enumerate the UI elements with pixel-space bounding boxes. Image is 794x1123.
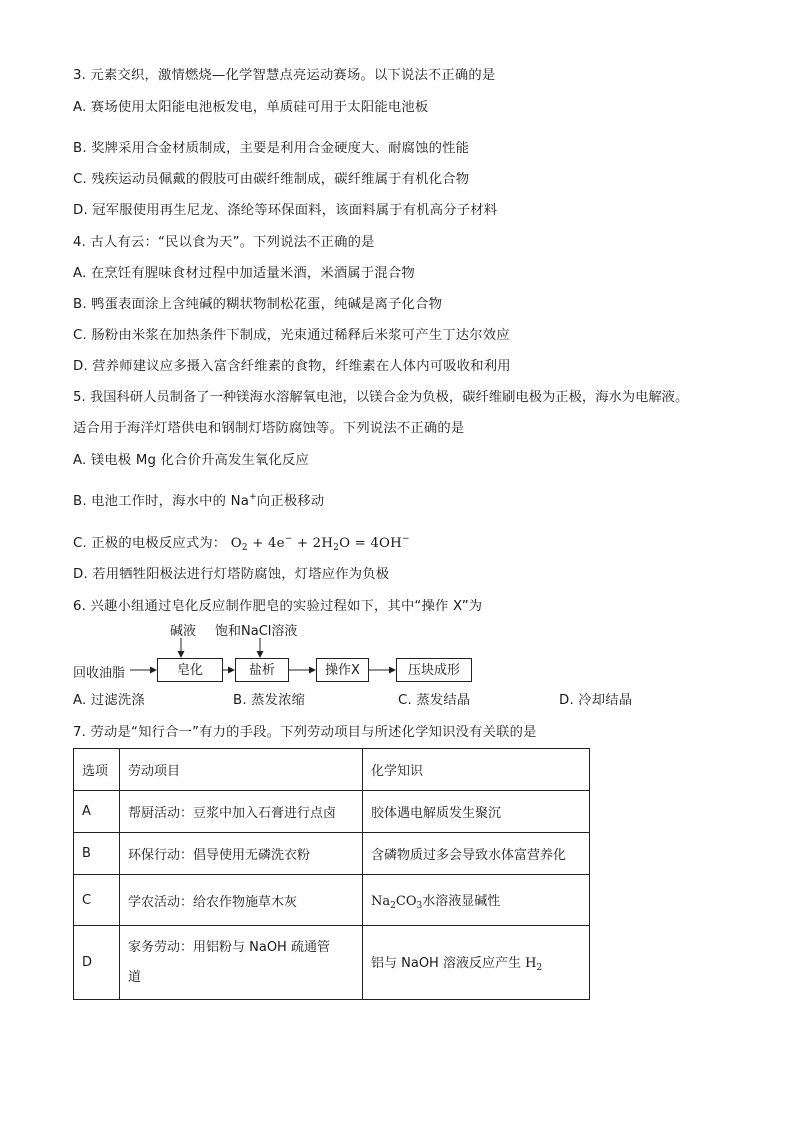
header-chemistry: 化学知识: [363, 749, 590, 791]
flow-box-pressing: 压块成形: [396, 658, 472, 682]
flow-box-operation-x: 操作X: [316, 658, 369, 682]
q3-option-d: D. 冠军服使用再生尼龙、涤纶等环保面料，该面料属于有机高分子材料: [73, 203, 498, 218]
header-labor: 劳动项目: [120, 749, 363, 791]
flow-box-saponification: 皂化: [157, 658, 223, 682]
formula-part: Na: [371, 893, 391, 909]
q6-option-b: B. 蒸发浓缩: [233, 693, 306, 708]
row-chemistry: [363, 875, 590, 926]
q4-option-b: B. 鸭蛋表面涂上含纯碱的糊状物制松花蛋，纯碱是离子化合物: [73, 297, 443, 312]
row-chemistry: [363, 926, 590, 1000]
formula-sub: 3: [416, 900, 423, 911]
q5-option-d: D. 若用牺牲阳极法进行灯塔防腐蚀，灯塔应作为负极: [73, 567, 390, 582]
q5-option-b-charge: +: [249, 492, 257, 502]
formula-text: 铝与 NaOH 溶液反应产生: [371, 956, 526, 971]
q7-table: [73, 748, 590, 1000]
q7-stem: 7. 劳动是“知行合一”有力的手段。下列劳动项目与所述化学知识没有关联的是: [73, 725, 537, 740]
formula-na2co3: [371, 894, 422, 909]
flow-input-nacl: 饱和NaCl溶液: [215, 624, 298, 639]
row-labor-line2: 道: [128, 969, 142, 985]
row-option: B: [74, 833, 120, 875]
q5-stem-line1: 5. 我国科研人员制备了一种镁海水溶解氧电池，以镁合金为负极，碳纤维刷电极为正极，海水为电解液。: [73, 390, 689, 405]
q4-option-c: C. 肠粉由米浆在加热条件下制成，光束通过稀释后米浆可产生丁达尔效应: [73, 328, 510, 343]
eq-sub: 2: [241, 543, 248, 553]
q5-option-c-text: C. 正极的电极反应式为：: [73, 536, 227, 551]
row-option: C: [74, 875, 120, 926]
row-chemistry: 含磷物质过多会导致水体富营养化: [363, 833, 590, 875]
flow-input-alkali: 碱液: [170, 624, 197, 639]
flow-box-salting-out: 盐析: [235, 658, 289, 682]
q6-option-a: A. 过滤洗涤: [73, 693, 145, 708]
row-option: A: [74, 791, 120, 833]
row-labor: [120, 926, 363, 1000]
row-chemistry: 胶体遇电解质发生聚沉: [363, 791, 590, 833]
q3-stem: 3. 元素交织，激情燃烧—化学智慧点亮运动赛场。以下说法不正确的是: [73, 68, 496, 83]
table-row: [74, 926, 590, 1000]
formula-text: 水溶液显碱性: [422, 893, 501, 909]
q3-option-b: B. 奖牌采用合金材质制成，主要是利用合金硬度大、耐腐蚀的性能: [73, 141, 470, 156]
formula-sub: 2: [390, 900, 396, 911]
q4-option-a: A. 在烹饪有腥味食材过程中加适量米酒，米酒属于混合物: [73, 266, 415, 281]
formula-part: H: [525, 956, 537, 971]
formula-part: CO: [395, 893, 417, 909]
q5-option-b-text-end: 向正极移动: [256, 494, 325, 509]
q4-stem: 4. 古人有云：“民以食为天”。下列说法不正确的是: [73, 235, 375, 250]
formula-sub: 2: [536, 963, 543, 973]
row-labor: 环保行动：倡导使用无磷洗衣粉: [120, 833, 363, 875]
eq-sub: 2: [333, 543, 340, 553]
q6-stem: 6. 兴趣小组通过皂化反应制作肥皂的实验过程如下，其中“操作 X”为: [73, 599, 483, 614]
eq-part: O = 4OH: [339, 536, 402, 551]
eq-part: O: [230, 536, 242, 551]
eq-part: + 4e: [247, 536, 285, 551]
row-option: D: [74, 926, 120, 1000]
eq-sup: −: [401, 534, 410, 544]
q5-option-b-text: B. 电池工作时，海水中的 Na: [73, 494, 250, 509]
q6-option-c: C. 蒸发结晶: [398, 693, 471, 708]
q4-option-d: D. 营养师建议应多摄入富含纤维素的食物，纤维素在人体内可吸收和利用: [73, 359, 511, 374]
table-header-row: [74, 749, 590, 791]
flow-start-oil: 回收油脂: [73, 666, 126, 681]
q3-option-c: C. 残疾运动员佩戴的假肢可由碳纤维制成，碳纤维属于有机化合物: [73, 172, 470, 187]
row-labor: 学农活动：给农作物施草木灰: [120, 875, 363, 926]
q6-option-d: D. 冷却结晶: [559, 693, 633, 708]
eq-sup: −: [284, 534, 293, 544]
table-row: [74, 833, 590, 875]
header-option: 选项: [74, 749, 120, 791]
table-row: [74, 875, 590, 926]
row-labor-line1: 家务劳动：用铝粉与 NaOH 疏通管: [128, 939, 330, 955]
q3-option-a: A. 赛场使用太阳能电池板发电，单质硅可用于太阳能电池板: [73, 100, 429, 115]
q5-stem-line2: 适合用于海洋灯塔供电和钢制灯塔防腐蚀等。下列说法不正确的是: [73, 421, 465, 436]
table-row: [74, 791, 590, 833]
q5-option-a: A. 镁电极 Mg 化合价升高发生氧化反应: [73, 453, 310, 468]
eq-part: + 2H: [292, 536, 334, 551]
row-labor: 帮厨活动：豆浆中加入石膏进行点卤: [120, 791, 363, 833]
